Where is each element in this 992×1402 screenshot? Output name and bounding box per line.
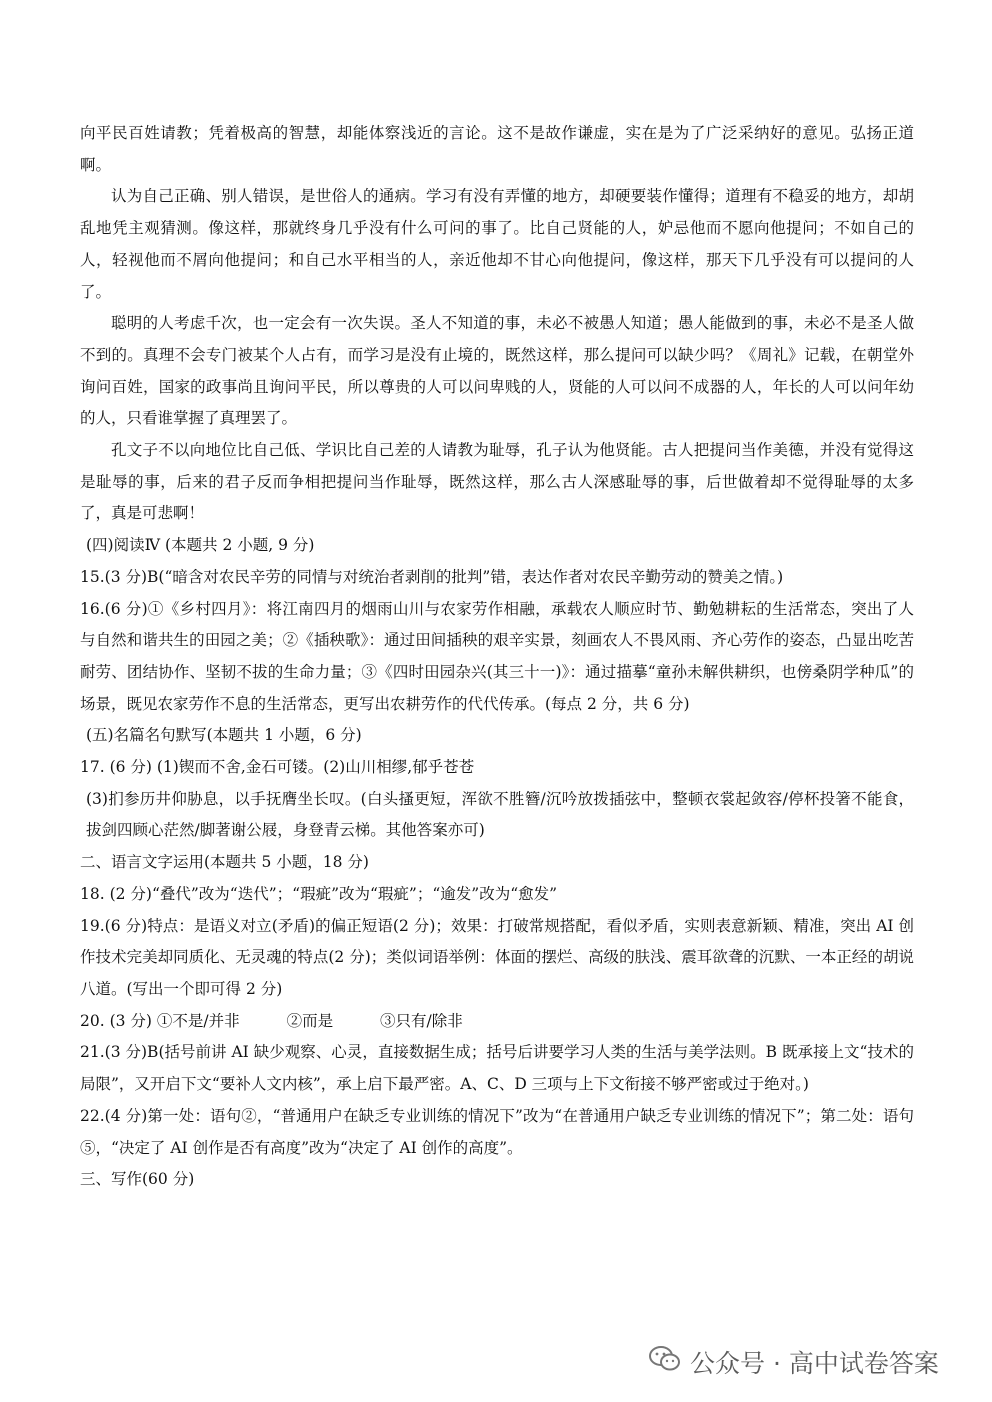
paragraph-translation-2: 认为自己正确、别人错误，是世俗人的通病。学习有没有弄懂的地方，却硬要装作懂得；道理有不稳妥的地方，却胡乱地凭主观猜测。像这样，那就终身几乎没有什么可问的事了。比自己贤能的人，妒忌他而不愿向他提问；不如自己的人，轻视他而不屑向他提问；和自己水平相当的人，亲近他却不甘心向他提问，像这样，那天下几乎没有可以提问的人了。 bbox=[80, 187, 914, 301]
answer-q21: 21.(3 分)B(括号前讲 AI 缺少观察、心灵，直接数据生成；括号后讲要学习人类的生活与美学法则。B 既承接上文“技术的局限”，又开启下文“要补人文内核”，承上启下最严密。A、C、D 三项与上下文衔接不够严密或过于绝对。) bbox=[80, 1043, 914, 1094]
part-heading-writing: 三、写作(60 分) bbox=[80, 1170, 195, 1189]
answer-q20-label: 20. (3 分) bbox=[80, 1011, 152, 1030]
answer-q20 bbox=[80, 1006, 914, 1038]
part-heading-language-use: 二、语言文字运用(本题共 5 小题，18 分) bbox=[80, 853, 369, 872]
paragraph-translation-4: 孔文子不以向地位比自己低、学识比自己差的人请教为耻辱，孔子认为他贤能。古人把提问当作美德，并没有觉得这是耻辱的事，后来的君子反而争相把提问当作耻辱，既然这样，那么古人深感耻辱的事，后世做着却不觉得耻辱的太多了，真是可悲啊！ bbox=[80, 441, 914, 523]
watermark-text: 公众号 · 高中试卷答案 bbox=[690, 1349, 939, 1378]
answer-document bbox=[80, 118, 914, 1196]
answer-q18: 18. (2 分)“叠代”改为“迭代”；“瑕疵”改为“瑕疵”；“逾发”改为“愈发” bbox=[80, 884, 558, 903]
answer-q17-part1: 17. (6 分) (1)锲而不舍,金石可镂。(2)山川相缪,郁乎苍苍 bbox=[80, 758, 475, 777]
section-heading-recitation: (五)名篇名句默写(本题共 1 小题，6 分) bbox=[86, 726, 362, 745]
answer-q20-a: ①不是/并非 bbox=[156, 1011, 240, 1030]
wechat-icon bbox=[648, 1344, 690, 1380]
answer-q17-part2: (3)扪参历井仰胁息，以手抚膺坐长叹。(白头搔更短，浑欲不胜簪/沉吟放拨插弦中，整顿衣裳起敛容/停杯投箸不能食，拔剑四顾心茫然/脚著谢公屐，身登青云梯。其他答案亦可) bbox=[86, 789, 914, 840]
paragraph-translation-1: 向平民百姓请教；凭着极高的智慧，却能体察浅近的言论。这不是故作谦虚，实在是为了广泛采纳好的意见。弘扬正道啊。 bbox=[80, 124, 914, 174]
answer-q16: 16.(6 分)①《乡村四月》：将江南四月的烟雨山川与农家劳作相融，承载农人顺应时节、勤勉耕耘的生活常态，突出了人与自然和谐共生的田园之美；②《插秧歌》：通过田间插秧的艰辛实景，刻画农人不畏风雨、齐心劳作的姿态，凸显出吃苦耐劳、团结协作、坚韧不拔的生命力量；③《四时田园杂兴(其三十一)》：通过描摹“童孙未解供耕织，也傍桑阴学种瓜”的场景，既见农家劳作不息的生活常态，更写出农耕劳作的代代传承。(每点 2 分，共 6 分) bbox=[80, 599, 914, 713]
answer-q15: 15.(3 分)B(“暗含对农民辛劳的同情与对统治者剥削的批判”错，表达作者对农民辛勤劳动的赞美之情。) bbox=[80, 567, 784, 586]
answer-q19: 19.(6 分)特点：是语义对立(矛盾)的偏正短语(2 分)；效果：打破常规搭配，看似矛盾，实则表意新颖、精准，突出 AI 创作技术完美却同质化、无灵魂的特点(2 分)；类似词语举例：体面的摆烂、高级的肤浅、震耳欲聋的沉默、一本正经的胡说八道。(写出一个即可得 2 分) bbox=[80, 916, 914, 998]
answer-q20-b: ②而是 bbox=[286, 1011, 334, 1030]
answer-q20-c: ③只有/除非 bbox=[380, 1011, 463, 1030]
paragraph-translation-3: 聪明的人考虑千次，也一定会有一次失误。圣人不知道的事，未必不被愚人知道；愚人能做到的事，未必不是圣人做不到的。真理不会专门被某个人占有，而学习是没有止境的，既然这样，那么提问可以缺少吗？《周礼》记载，在朝堂外询问百姓，国家的政事尚且询问平民，所以尊贵的人可以问卑贱的人，贤能的人可以问不成器的人，年长的人可以问年幼的人，只看谁掌握了真理罢了。 bbox=[80, 314, 914, 428]
section-heading-reading-4: (四)阅读Ⅳ (本题共 2 小题, 9 分) bbox=[86, 536, 315, 555]
watermark bbox=[648, 1342, 939, 1382]
answer-q22: 22.(4 分)第一处：语句②，“普通用户在缺乏专业训练的情况下”改为“在普通用户缺乏专业训练的情况下”；第二处：语句⑤，“决定了 AI 创作是否有高度”改为“决定了 AI 创作的高度”。 bbox=[80, 1106, 914, 1157]
